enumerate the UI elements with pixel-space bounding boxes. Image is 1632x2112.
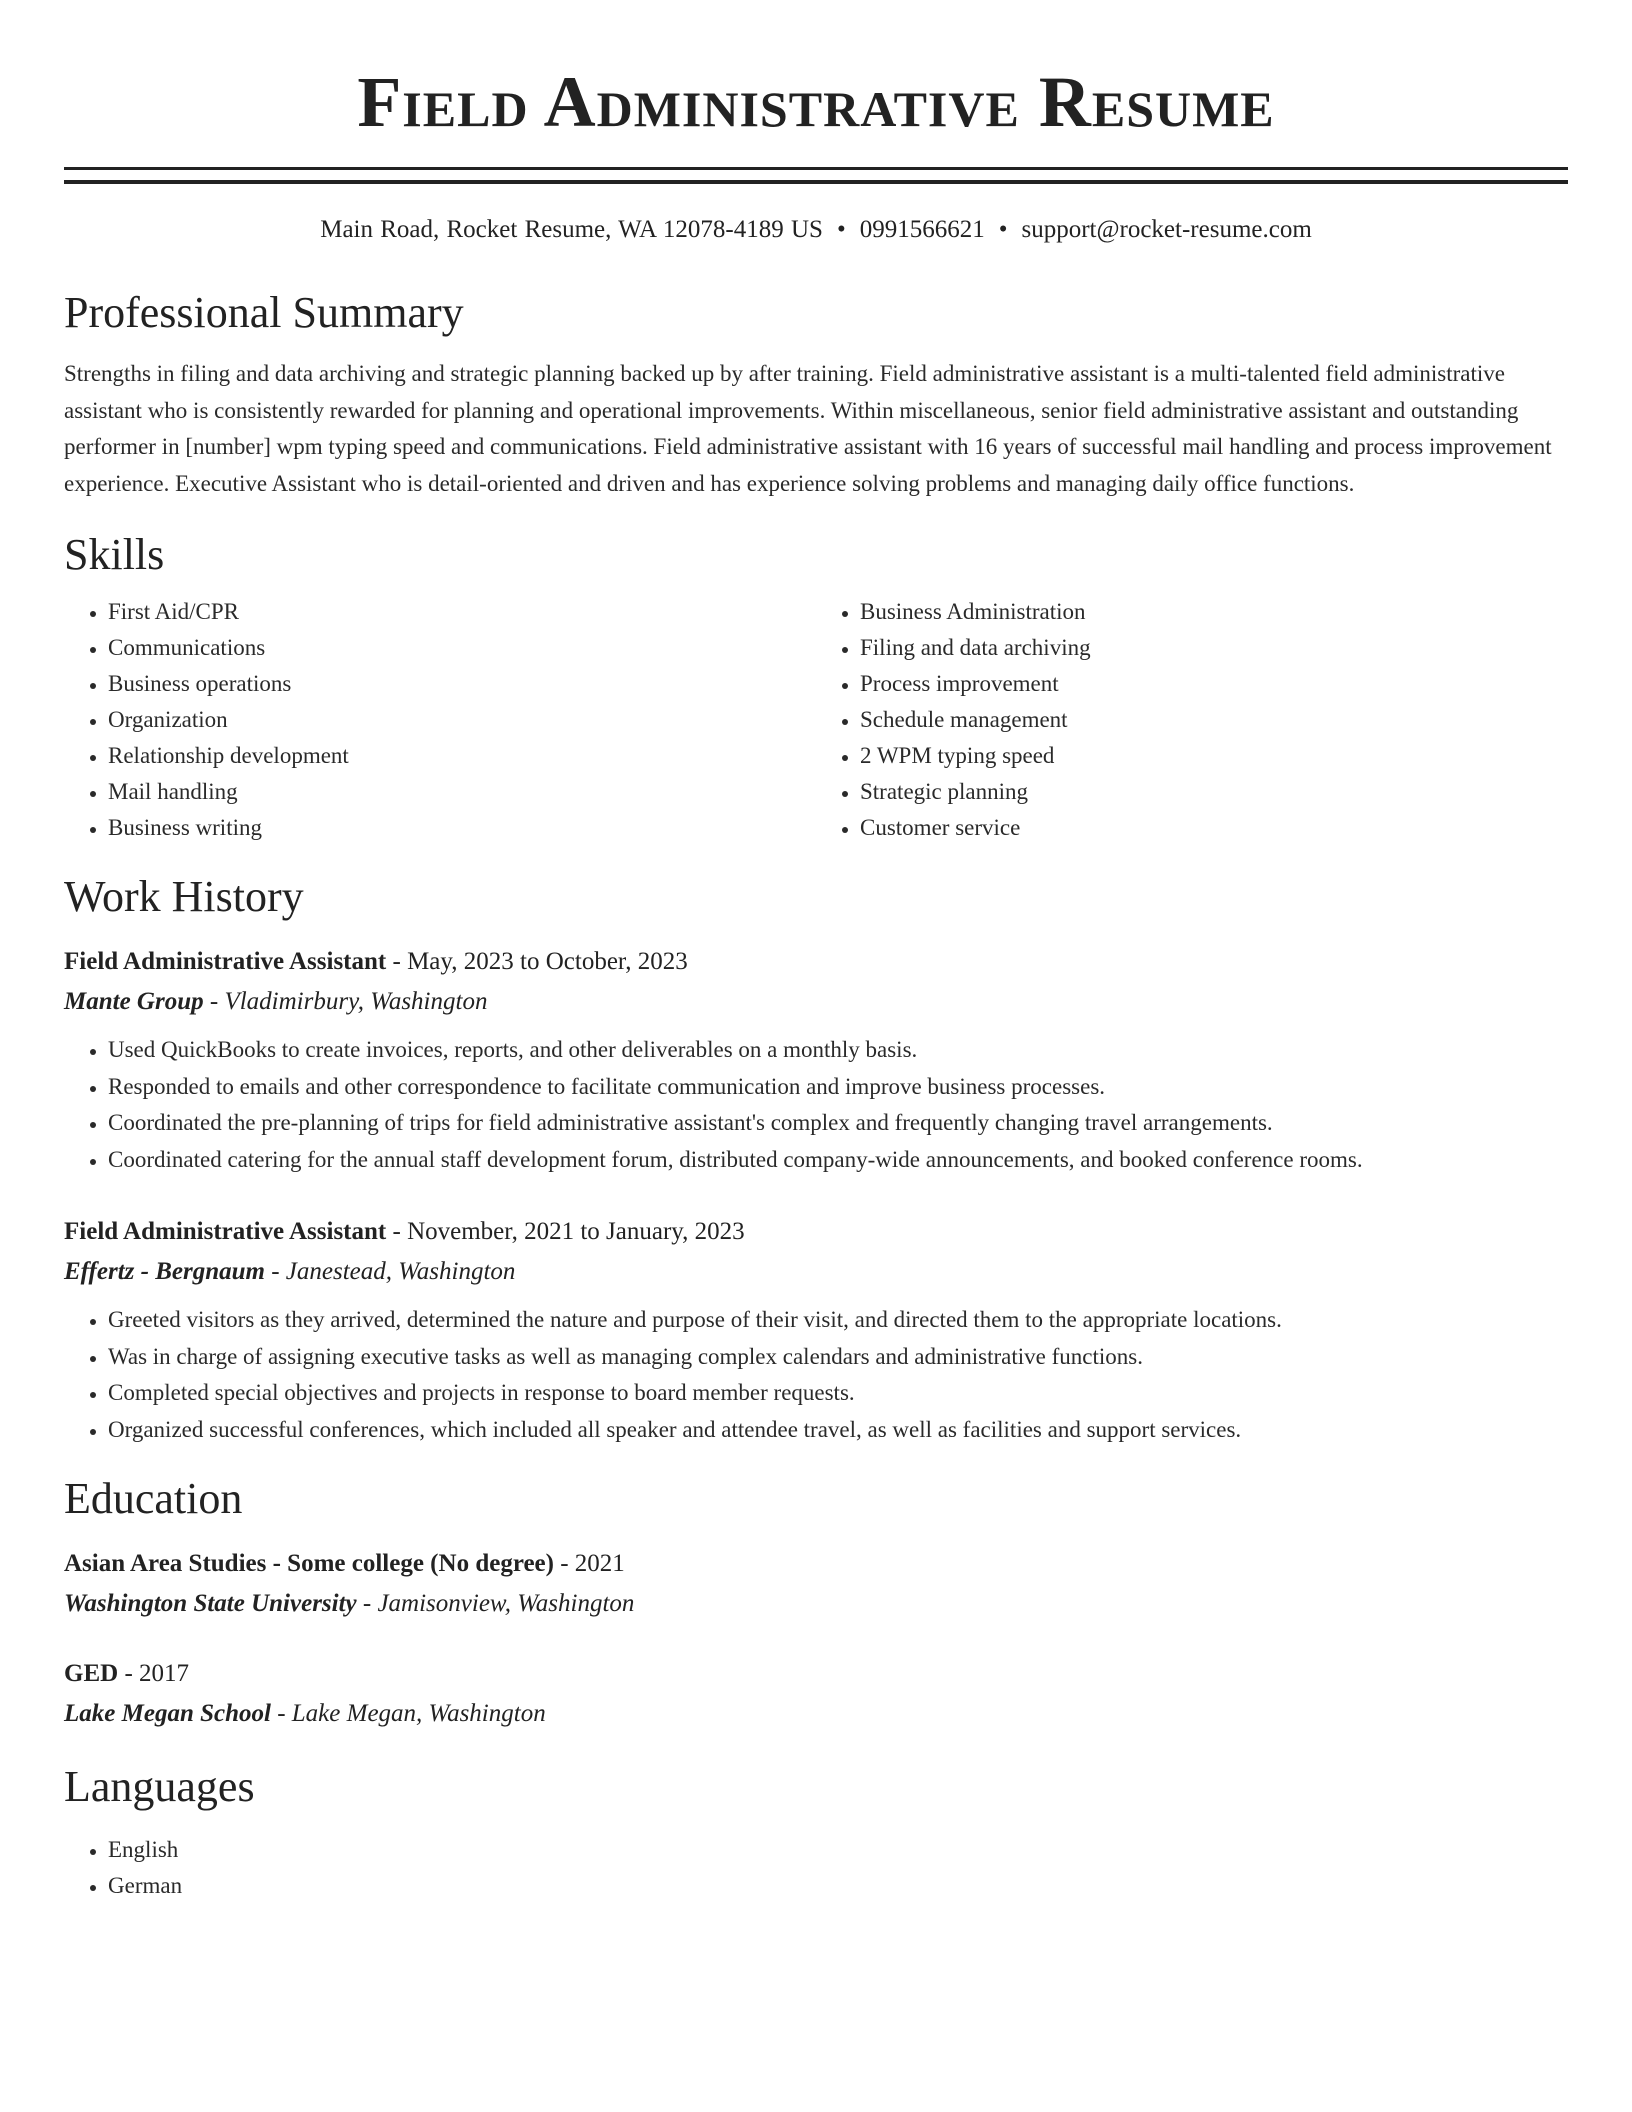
language-item: • German: [108, 1868, 1568, 1904]
contact-email: support@rocket-resume.com: [1021, 216, 1312, 243]
job-title: Field Administrative Assistant: [64, 1218, 387, 1245]
skills-list-right: [816, 594, 1568, 846]
education-school: Washington State University: [64, 1590, 357, 1617]
education-entry: [64, 1546, 1568, 1622]
skill-item: • Communications: [108, 630, 816, 666]
skill-item: • Mail handling: [108, 774, 816, 810]
job-bullet: • Coordinated the pre-planning of trips for field administrative assistant's complex and frequently changing travel arrangements.: [108, 1105, 1568, 1142]
education-year: - 2017: [118, 1660, 190, 1687]
job-bullet: • Completed special objectives and projects in response to board member requests.: [108, 1375, 1568, 1412]
skill-item: • Strategic planning: [860, 774, 1568, 810]
education-year: - 2021: [553, 1550, 625, 1577]
skill-item: • Business writing: [108, 810, 816, 846]
skill-item: • Process improvement: [860, 666, 1568, 702]
job-bullets: [64, 1302, 1568, 1448]
education-degree: Asian Area Studies - Some college (No degree): [64, 1550, 554, 1577]
job-company: Effertz - Bergnaum: [64, 1258, 265, 1285]
job-company-line: [64, 1254, 1568, 1290]
skill-item: • 2 WPM typing speed: [860, 738, 1568, 774]
education-location: - Lake Megan, Washington: [270, 1700, 546, 1727]
work-history-heading: Work History: [64, 872, 304, 921]
contact-phone: 0991566621: [859, 216, 985, 243]
job-bullet: • Used QuickBooks to create invoices, reports, and other deliverables on a monthly basis.: [108, 1032, 1568, 1069]
education-entry: [64, 1656, 1568, 1732]
skill-item: • Filing and data archiving: [860, 630, 1568, 666]
education-school: Lake Megan School: [64, 1700, 271, 1727]
skill-item: • Business Administration: [860, 594, 1568, 630]
summary-heading: Professional Summary: [64, 288, 464, 337]
job-title-line: [64, 944, 1568, 980]
skills-list-left: [64, 594, 816, 846]
job-title: Field Administrative Assistant: [64, 948, 387, 975]
skills-heading: Skills: [64, 530, 165, 579]
education-degree: GED: [64, 1660, 119, 1687]
language-item: • English: [108, 1832, 1568, 1868]
job-bullets: [64, 1032, 1568, 1178]
job-company-line: [64, 984, 1568, 1020]
resume-title: Field Administrative Resume: [357, 62, 1275, 142]
job-bullet: • Organized successful conferences, which included all speaker and attendee travel, as well as facilities and support services.: [108, 1412, 1568, 1449]
job-location: - Janestead, Washington: [264, 1258, 516, 1285]
job-bullet: • Greeted visitors as they arrived, determined the nature and purpose of their visit, and directed them to the appropriate locations.: [108, 1302, 1568, 1339]
education-location: - Jamisonview, Washington: [356, 1590, 635, 1617]
skill-item: • Customer service: [860, 810, 1568, 846]
education-school-line: [64, 1696, 1568, 1732]
job-location: - Vladimirbury, Washington: [203, 988, 488, 1015]
job-bullet: • Coordinated catering for the annual staff development forum, distributed company-wide announcements, and booked conference rooms.: [108, 1142, 1568, 1179]
skill-item: • Organization: [108, 702, 816, 738]
skills-columns: [64, 594, 1568, 846]
education-degree-line: [64, 1656, 1568, 1692]
job-entry: [64, 944, 1568, 1178]
contact-separator: •: [836, 216, 846, 243]
job-title-line: [64, 1214, 1568, 1250]
education-heading: Education: [64, 1474, 243, 1523]
languages-heading: Languages: [64, 1762, 255, 1811]
job-dates: - May, 2023 to October, 2023: [386, 948, 688, 975]
job-company: Mante Group: [64, 988, 204, 1015]
title-divider: [64, 167, 1568, 184]
education-degree-line: [64, 1546, 1568, 1582]
summary-text: Strengths in filing and data archiving and strategic planning backed up by after training. Field administrative assistant is a multi-talented field administrative assistant who is consistently rewarded for planning and operational improvements. Within miscellaneous, senior field administrative assistant and outstanding performer in [number] wpm typing speed and communications. Field administrative assistant with 16 years of successful mail handling and process improvement experience. Executive Assistant who is detail-oriented and driven and has experience solving problems and managing daily office functions.: [64, 361, 1552, 496]
skill-item: • Business operations: [108, 666, 816, 702]
skill-item: • Schedule management: [860, 702, 1568, 738]
job-bullet: • Was in charge of assigning executive tasks as well as managing complex calendars and administrative functions.: [108, 1339, 1568, 1376]
job-bullet: • Responded to emails and other correspondence to facilitate communication and improve business processes.: [108, 1069, 1568, 1106]
languages-list: [64, 1832, 1568, 1904]
contact-address: Main Road, Rocket Resume, WA 12078-4189 US: [320, 216, 823, 243]
contact-separator: •: [998, 216, 1008, 243]
job-entry: [64, 1214, 1568, 1448]
contact-line: [64, 214, 1568, 246]
education-school-line: [64, 1586, 1568, 1622]
job-dates: - November, 2021 to January, 2023: [386, 1218, 745, 1245]
skill-item: • Relationship development: [108, 738, 816, 774]
skill-item: • First Aid/CPR: [108, 594, 816, 630]
